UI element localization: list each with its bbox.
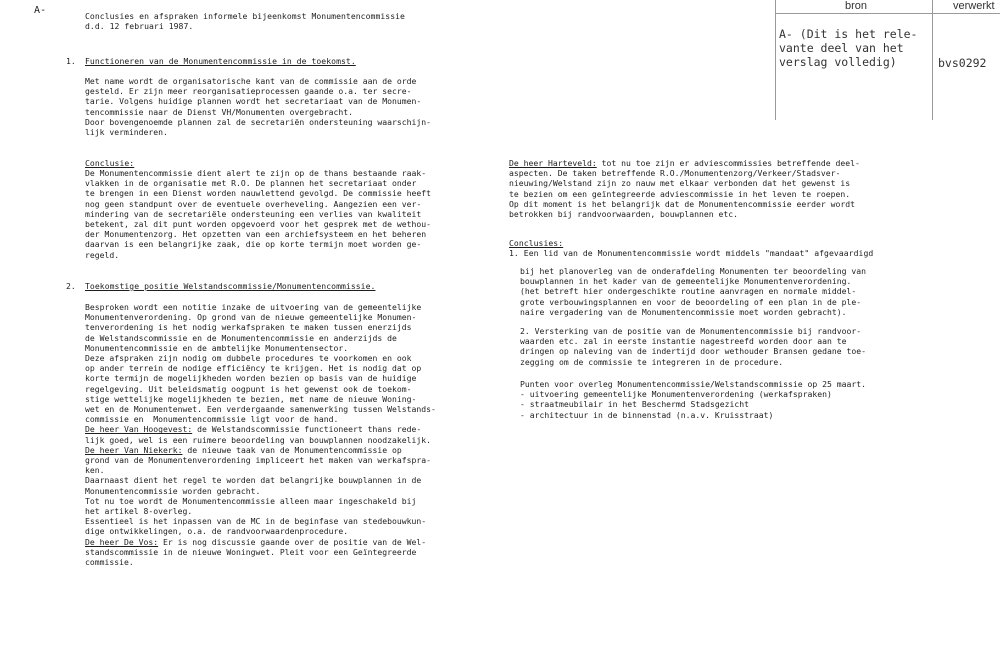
conclusion-item-1-first-line: 1. Een lid van de Monumentencommissie wordt middels "mandaat" afgevaardigd: [509, 248, 874, 258]
stamp-divider-left: [775, 0, 776, 120]
text-line: Deze afspraken zijn nodig om dubbele procedures te voorkomen en ook: [85, 353, 412, 364]
section1-paragraph: [85, 76, 431, 137]
text-line: ken.: [85, 465, 105, 476]
text-line: lijk goed, wel is een ruimere beoordeling van bouwplannen noodzakelijk.: [85, 434, 431, 445]
text-line: regelgeving. Uit beleidsmatig oogpunt is het gewenst ook de toekom-: [85, 383, 412, 394]
text-line: te brengen in een Dienst worden nauwlettend gevolgd. De commissie heeft: [85, 188, 431, 199]
text-line: mindering van de secretariële ondersteuning een verlies van kwaliteit: [85, 208, 422, 219]
text-line: de Welstandscommissie functioneert thans rede-: [192, 424, 422, 435]
document-title-line1: Conclusies en afspraken informele bijeenkomst Monumentencommissie: [85, 11, 405, 21]
text-line: dige ontwikkelingen, o.a. de randvoorwaardenprocedure.: [85, 526, 349, 537]
section2-paragraph: [85, 302, 436, 567]
text-line: bouwplannen in het kader van de gemeentelijke Monumentenverordening.: [520, 276, 852, 287]
devos-statement: [85, 537, 436, 547]
text-line: stige wettelijke mogelijkheden te bezien, met name de nieuwe Woning-: [85, 393, 417, 404]
text-line: waarden etc. zal in eerste instantie nagestreefd worden door aan te: [520, 336, 847, 347]
text-line: tencommissie naar de Dienst VH/Monumenten overgebracht.: [85, 106, 354, 117]
text-line: Monumentencommissie worden gebracht.: [85, 485, 261, 496]
text-line: betekent, zal dit punt worden opgevoerd voor het gesprek met de wethou-: [85, 219, 431, 230]
text-line: naire vergadering van de Monumentencommissie moet worden gebracht).: [520, 306, 847, 317]
text-line: vlakken in de organisatie met R.O. De plannen het secretariaat onder: [85, 178, 417, 189]
text-line: Monumentenverordening. Op grond van de nieuwe gemeentelijke Monumen-: [85, 312, 417, 323]
speaker-harteveld: De heer Harteveld:: [509, 158, 597, 168]
stamp-bron-note-line1: A- (Dit is het rele-: [779, 27, 918, 41]
hoogevest-statement: [85, 424, 436, 434]
text-line: Monumentencommissie en de ambtelijke Monumentensector.: [85, 342, 349, 353]
stamp-divider-middle: [932, 0, 933, 120]
text-line: Essentieel is het inpassen van de MC in de beginfase van stedebouwkun-: [85, 516, 427, 527]
conclusion-item-2: [520, 326, 866, 367]
conclusie-heading: Conclusie:: [85, 158, 135, 168]
text-line: Tot nu toe wordt de Monumentencommissie alleen maar ingeschakeld bij: [85, 495, 417, 506]
stamp-bron-note-line2: vante deel van het: [779, 41, 904, 55]
text-line: grond van de Monumentenverordening impliceert het maken van werkafspra-: [85, 455, 431, 466]
niekerk-statement: [85, 445, 436, 455]
text-line: op ander terrein de nodige efficiëncy te krijgen. Het is nodig dat op: [85, 363, 422, 374]
overleg-points: [520, 379, 866, 420]
stamp-divider-horizontal: [775, 13, 1000, 14]
text-line: Op dit moment is het belangrijk dat de Monumentencommissie eerder wordt: [509, 198, 855, 209]
text-line: het artikel 8-overleg.: [85, 506, 193, 517]
text-line: Daarnaast dient het regel te worden dat belangrijke bouwplannen in de: [85, 475, 422, 486]
text-line: bij het planoverleg van de onderafdeling Monumenten ter beoordeling van: [520, 266, 866, 276]
harteveld-statement: [509, 158, 860, 168]
conclusie-paragraph: [85, 168, 431, 260]
text-line: De Monumentencommissie dient alert te zijn op de thans bestaande raak-: [85, 168, 427, 178]
conclusion-item-1: [520, 266, 866, 317]
text-line: wet en de Monumentenwet. Een verdergaande samenwerking tussen Welstands-: [85, 404, 436, 415]
stamp-verwerkt-code: bvs0292: [938, 56, 987, 70]
document-marker: A-: [34, 5, 47, 16]
stamp-bron-note-line3: verslag volledig): [779, 55, 897, 69]
text-line: regeld.: [85, 249, 120, 260]
text-line: Door bovengenoemde plannen zal de secretariën ondersteuning waarschijn-: [85, 116, 431, 127]
section2-heading: Toekomstige positie Welstandscommissie/Monumentencommissie.: [85, 281, 376, 291]
text-line: tenverordening is het nodig werkafspraken te maken tussen enerzijds: [85, 322, 412, 333]
text-line: tot nu toe zijn er adviescommissies betreffende deel-: [596, 158, 860, 168]
section1-number: 1.: [66, 56, 76, 66]
text-line: gesteld. Er zijn meer reorganisatieprocessen gaande o.a. ter secre-: [85, 86, 412, 97]
text-line: 2. Versterking van de positie van de Monumentencommissie bij randvoor-: [520, 326, 862, 336]
speaker-van-hoogevest: De heer Van Hoogevest:: [85, 424, 193, 435]
text-line: grote verbouwingsplannen en voor de beoordeling of een plan in de ple-: [520, 296, 862, 307]
harteveld-block: [509, 158, 860, 219]
text-line: zegging om de commissie te integreren in de procedure.: [520, 356, 784, 367]
list-item: - architectuur in de binnenstad (n.a.v. Kruisstraat): [520, 409, 774, 420]
text-line: aspecten. De taken betreffende R.O./Monumentenzorg/Verkeer/Stadsver-: [509, 168, 841, 179]
text-line: betrokken bij randvoorwaarden, bouwplannen etc.: [509, 209, 739, 220]
list-item: - straatmeubilair in het Beschermd Stadsgezicht: [520, 399, 750, 410]
section2-number: 2.: [66, 281, 76, 291]
speaker-van-niekerk: De heer Van Niekerk:: [85, 444, 183, 455]
section1-heading: Functioneren van de Monumentencommissie in de toekomst.: [85, 56, 356, 66]
text-line: Er is nog discussie gaande over de positie van de Wel-: [158, 536, 427, 547]
stamp-bron-label: bron: [845, 0, 868, 12]
text-line: standscommissie in de nieuwe Woningwet. Pleit voor een Geïntegreerde: [85, 546, 417, 557]
text-line: te bezien om een geïntegreerde adviescommissie in het leven te roepen.: [509, 188, 851, 199]
text-line: tarie. Volgens huidige plannen wordt het secretariaat van de Monumen-: [85, 96, 422, 107]
text-line: der Monumentenzorg. Het opzetten van een archiefsysteem en het beheren: [85, 229, 427, 240]
text-line: commissie en Monumentencommissie ligt voor de hand.: [85, 414, 339, 425]
text-line: Punten voor overleg Monumentencommissie/Welstandscommissie op 25 maart.: [520, 379, 866, 389]
text-line: de Welstandscommissie en de Monumentencommissie en anderzijds de: [85, 332, 397, 343]
text-line: daarvan is een belangrijke zaak, die op korte termijn moet worden ge-: [85, 239, 422, 250]
stamp-verwerkt-label: verwerkt: [953, 0, 995, 12]
text-line: de nieuwe taak van de Monumentencommissie op: [182, 444, 402, 455]
text-line: commissie.: [85, 557, 134, 568]
text-line: lijk verminderen.: [85, 127, 168, 138]
text-line: nog geen standpunt over de eventuele overheveling. Aangezien een ver-: [85, 198, 422, 209]
text-line: Met name wordt de organisatorische kant van de commissie aan de orde: [85, 76, 417, 86]
text-line: (het betreft hier ondergeschikte routine aanvragen en normale middel-: [520, 286, 857, 297]
text-line: nieuwing/Welstand zijn zo nauw met elkaar verbonden dat het gewenst is: [509, 178, 851, 189]
document-title-line2: d.d. 12 februari 1987.: [85, 21, 194, 31]
text-line: Besproken wordt een notitie inzake de uitvoering van de gemeentelijke: [85, 302, 422, 312]
text-line: korte termijn de mogelijkheden worden bezien op basis van de huidige: [85, 373, 417, 384]
conclusies-heading: Conclusies:: [509, 238, 564, 248]
speaker-de-vos: De heer De Vos:: [85, 536, 159, 547]
text-line: dringen op naleving van de indertijd door wethouder Bransen gedane toe-: [520, 346, 866, 357]
list-item: - uitvoering gemeentelijke Monumentenverordening (werkafspraken): [520, 389, 832, 400]
